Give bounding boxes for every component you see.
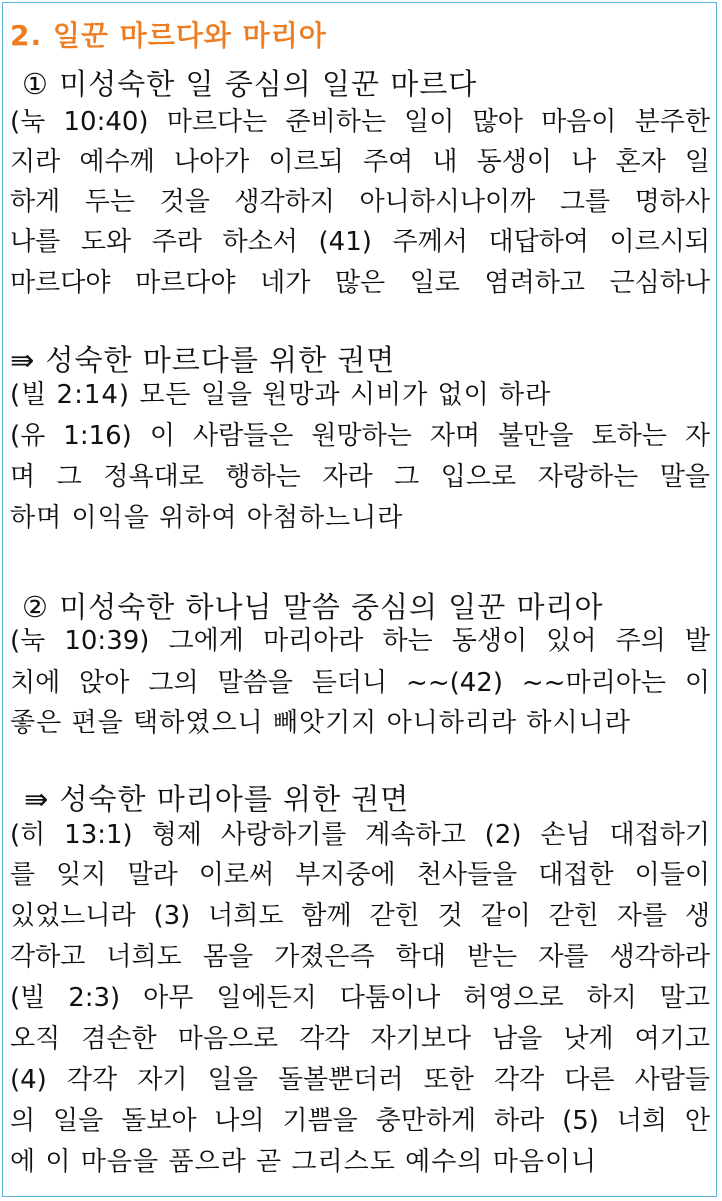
section1-advice-line: 며 그 정욕대로 행하는 자라 그 입으로 자랑하는 말을 (10, 462, 710, 492)
section2-advice-line: 각하고 너희도 몸을 가졌은즉 학대 받는 자를 생각하라 (10, 942, 710, 972)
section1-advice-line: 하며 이익을 위하여 아첨하느니라 (10, 503, 404, 533)
section1-advice-heading: ⇛ 성숙한 마르다를 위한 권면 (10, 343, 396, 377)
section1-heading: ① 미성숙한 일 중심의 일꾼 마르다 (22, 67, 478, 101)
section1-advice-line: (유 1:16) 이 사람들은 원망하는 자며 불만을 토하는 자 (10, 421, 710, 451)
section1-verse-line: 하게 두는 것을 생각하지 아니하시나이까 그를 명하사 (10, 187, 710, 217)
section2-advice-line: (빌 2:3) 아무 일에든지 다툼이나 허영으로 하지 말고 (10, 983, 710, 1013)
page-title: 2. 일꾼 마르다와 마리아 (10, 19, 327, 52)
section2-verse-line: 치에 앉아 그의 말씀을 듣더니 ~~(42) ~~마리아는 이 (10, 668, 710, 698)
section2-advice-line: 있었느니라 (3) 너희도 함께 갇힌 것 같이 갇힌 자를 생 (10, 901, 710, 931)
section1-verse-line: (눅 10:40) 마르다는 준비하는 일이 많아 마음이 분주한 (10, 107, 710, 137)
section2-advice-line: 에 이 마음을 품으라 곧 그리스도 예수의 마음이니 (10, 1147, 598, 1177)
section2-advice-line: (히 13:1) 형제 사랑하기를 계속하고 (2) 손님 대접하기 (10, 820, 710, 850)
section2-advice-line: 오직 겸손한 마음으로 각각 자기보다 남을 낫게 여기고 (10, 1024, 710, 1054)
section1-verse-line: 마르다야 마르다야 네가 많은 일로 염려하고 근심하나 (10, 268, 710, 298)
section2-verse-line: (눅 10:39) 그에게 마리아라 하는 동생이 있어 주의 발 (10, 626, 710, 656)
section1-verse-line: 지라 예수께 나아가 이르되 주여 내 동생이 나 혼자 일 (10, 147, 710, 177)
section2-advice-heading: ⇛ 성숙한 마리아를 위한 권면 (24, 782, 410, 816)
section2-verse-line: 좋은 편을 택하였으니 빼앗기지 아니하리라 하시니라 (10, 708, 631, 738)
section1-advice-line: (빌 2:14) 모든 일을 원망과 시비가 없이 하라 (10, 380, 552, 410)
section2-advice-line: 의 일을 돌보아 나의 기쁨을 충만하게 하라 (5) 너희 안 (10, 1106, 710, 1136)
section2-advice-line: 를 잊지 말라 이로써 부지중에 천사들을 대접한 이들이 (10, 860, 710, 890)
section2-heading: ② 미성숙한 하나님 말씀 중심의 일꾼 마리아 (22, 590, 604, 624)
section2-advice-line: (4) 각각 자기 일을 돌볼뿐더러 또한 각각 다른 사람들 (10, 1065, 710, 1095)
section1-verse-line: 나를 도와 주라 하소서 (41) 주께서 대답하여 이르시되 (10, 227, 710, 257)
